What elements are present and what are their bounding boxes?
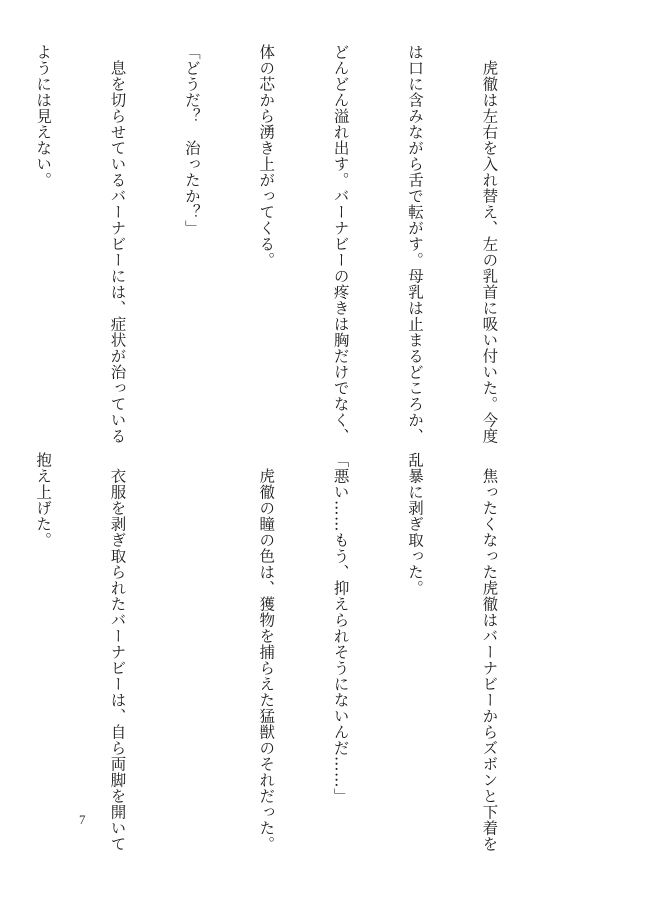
- text-line: 焦ったくなった虎徹はバーナビーからズボンと下着を: [480, 452, 499, 852]
- text-line: ようには見えない。: [34, 44, 53, 188]
- text-line: 虎徹は左右を入れ替え、左の乳首に吸い付いた。今度: [480, 44, 499, 444]
- text-line: どんどん溢れ出す。バーナビーの疼きは胸だけでなく、: [331, 44, 350, 444]
- blank-line: [179, 452, 204, 782]
- page-number: 7: [79, 812, 86, 827]
- upper-text-block: [34, 44, 551, 444]
- text-line: 「悪い……もう、抑えられそうにないんだ……」: [331, 452, 350, 804]
- text-line: 体の芯から湧き上がってくる。: [257, 44, 276, 268]
- text-line: は口に含みながら舌で転がす。母乳は止まるどころか、: [406, 44, 425, 444]
- text-line: 息を切らせているバーナビーには、症状が治っている: [108, 44, 127, 444]
- text-line: 「どうだ？ 治ったか？」: [182, 44, 201, 236]
- lower-text-block: [34, 452, 551, 852]
- text-line: 衣服を剥ぎ取られたバーナビーは、自ら両脚を開いて: [108, 452, 127, 852]
- text-line: 抱え上げた。: [34, 452, 53, 548]
- text-line: 虎徹の瞳の色は、獲物を捕らえた猛獣のそれだった。: [257, 452, 276, 852]
- text-line: 乱暴に剥ぎ取った。: [406, 452, 425, 596]
